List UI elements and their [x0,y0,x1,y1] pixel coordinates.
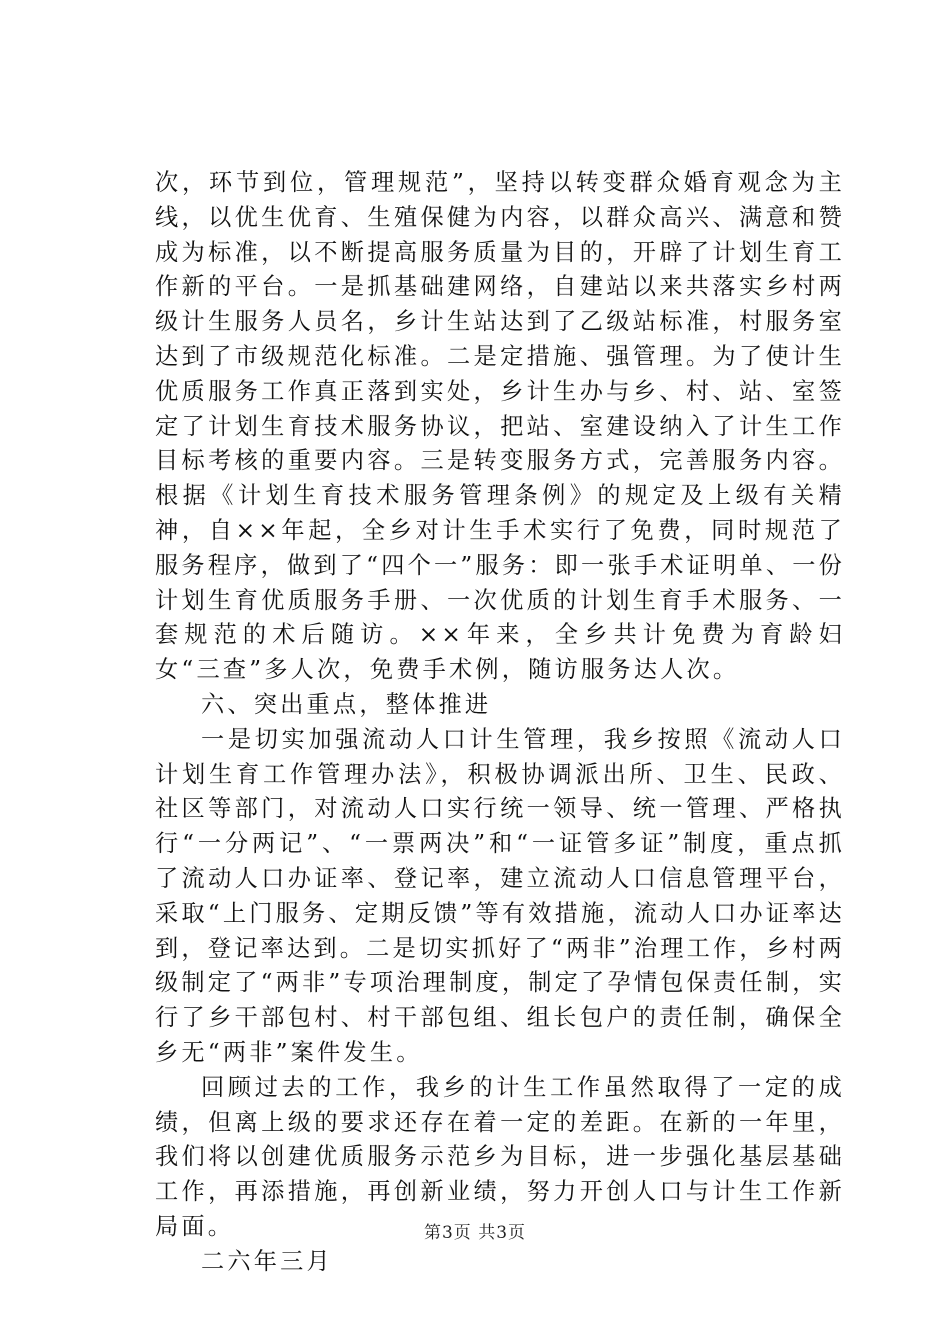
section-heading-six: 六、突出重点，整体推进 [201,690,492,718]
paragraph-floating-population: 一是切实加强流动人口计生管理，我乡按照《流动人口计划生育工作管理办法》，积极协调派出所、卫生、民政、社区等部门，对流动人口实行统一领导、统一管理、严格执行“一分两记”、“一票两决”和“一证管多证”制度，重点抓了流动人口办证率、登记率，建立流动人口信息管理平台，采取“上门服务、定期反馈”等有效措施，流动人口办证率达到，登记率达到。二是切实抓好了“两非”治理工作，乡村两级制定了“两非”专项治理制度，制定了孕情包保责任制，实行了乡干部包村、村干部包组、组长包户的责任制，确保全乡无“两非”案件发生。 [155,725,845,1066]
page-number-footer: 第3页 共3页 [423,1223,527,1243]
document-body [155,166,845,1280]
document-date: 二六年三月 [201,1247,333,1275]
paragraph-continuation: 次，环节到位，管理规范”，坚持以转变群众婚育观念为主线，以优生优育、生殖保健为内容，以群众高兴、满意和赞成为标准，以不断提高服务质量为目的，开辟了计划生育工作新的平台。一是抓基础建网络，自建站以来共落实乡村两级计生服务人员名，乡计生站达到了乙级站标准，村服务室达到了市级规范化标准。二是定措施、强管理。为了使计生优质服务工作真正落到实处，乡计生办与乡、村、站、室签定了计划生育技术服务协议，把站、室建设纳入了计生工作目标考核的重要内容。三是转变服务方式，完善服务内容。根据《计划生育技术服务管理条例》的规定及上级有关精神，自××年起，全乡对计生手术实行了免费，同时规范了服务程序，做到了“四个一”服务：即一张手术证明单、一份计划生育优质服务手册、一次优质的计划生育手术服务、一套规范的术后随访。××年来，全乡共计免费为育龄妇女“三查”多人次，免费手术例，随访服务达人次。 [155,169,845,684]
paragraph-review: 回顾过去的工作，我乡的计生工作虽然取得了一定的成绩，但离上级的要求还存在着一定的差距。在新的一年里，我们将以创建优质服务示范乡为目标，进一步强化基层基础工作，再添措施，再创新业绩，努力开创人口与计生工作新局面。 [155,1073,845,1240]
